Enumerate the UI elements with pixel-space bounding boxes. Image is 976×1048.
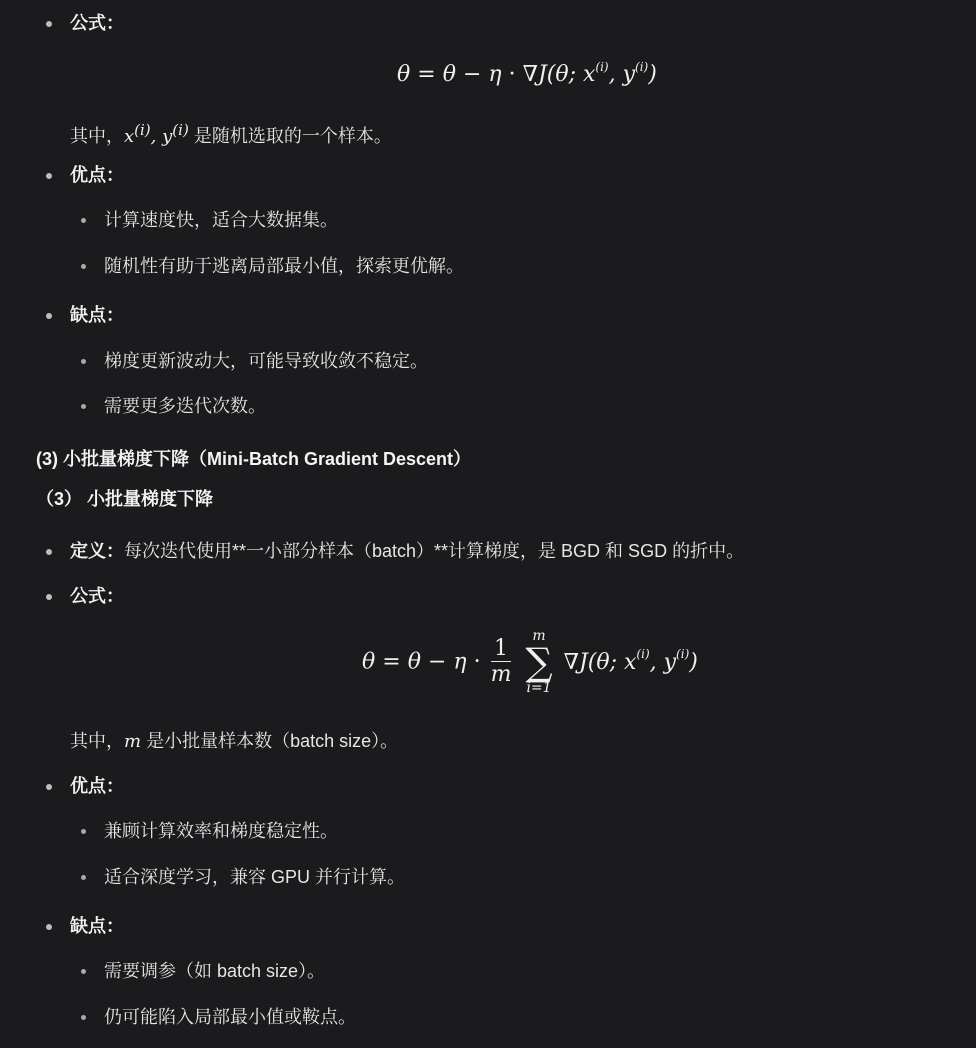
list-item: 兼顾计算效率和梯度稳定性。 (104, 821, 338, 841)
formula-label-row: 公式： (70, 13, 124, 33)
fraction: $\frac{1}{m}$ (490, 635, 512, 687)
summation: m ∑ i=1 (525, 628, 553, 696)
bullet-dot (81, 218, 86, 223)
bullet-dot (46, 549, 52, 555)
section-heading: (3) 小批量梯度下降（Mini-Batch Gradient Descent） (36, 449, 472, 469)
minibatch-formula: θ = θ − η · $\frac{1}{m}$ m ∑ i=1 ∇J(θ; $x^{(i)}$, $y^{(i)}$) (362, 628, 698, 696)
bullet-dot (81, 404, 86, 409)
list-item: 梯度更新波动大，可能导致收敛不稳定。 (104, 351, 428, 371)
formula-label-row: 公式： (70, 586, 124, 606)
minibatch-where-text: 其中，m 是小批量样本数（batch size）。 (70, 731, 399, 752)
bullet-dot (46, 173, 52, 179)
sgd-formula: θ = θ − η · ∇J(θ; $x^{(i)}$, $y^{(i)}$) (397, 59, 657, 87)
bullet-dot (81, 1015, 86, 1020)
bullet-dot (81, 829, 86, 834)
list-item: 需要调参（如 batch size）。 (104, 961, 326, 981)
bullet-dot (46, 21, 52, 27)
section-subheading: （3） 小批量梯度下降 (36, 489, 214, 509)
definition-text: 每次迭代使用**一小部分样本（batch）**计算梯度，是 BGD 和 SGD 的折中。 (124, 541, 745, 561)
list-item: 计算速度快，适合大数据集。 (104, 210, 338, 230)
bullet-dot (81, 359, 86, 364)
cons-label: 缺点： (70, 916, 124, 936)
bullet-dot (46, 313, 52, 319)
bullet-dot (81, 969, 86, 974)
pros-label: 优点： (70, 776, 124, 796)
formula-label: 公式 (70, 13, 106, 33)
list-item: 适合深度学习，兼容 GPU 并行计算。 (104, 867, 406, 887)
list-item: 需要更多迭代次数。 (104, 396, 266, 416)
sgd-where-text: 其中，$x^{(i)}$, $y^{(i)}$ 是随机选取的一个样本。 (70, 121, 392, 147)
list-item: 仍可能陷入局部最小值或鞍点。 (104, 1007, 356, 1027)
definition-row: 定义：每次迭代使用**一小部分样本（batch）**计算梯度，是 BGD 和 SGD 的折中。 (70, 541, 745, 561)
cons-label: 缺点： (70, 305, 124, 325)
bullet-dot (81, 875, 86, 880)
bullet-dot (46, 924, 52, 930)
pros-label: 优点： (70, 165, 124, 185)
bullet-dot (81, 264, 86, 269)
list-item: 随机性有助于逃离局部最小值，探索更优解。 (104, 256, 464, 276)
bullet-dot (46, 594, 52, 600)
bullet-dot (46, 784, 52, 790)
